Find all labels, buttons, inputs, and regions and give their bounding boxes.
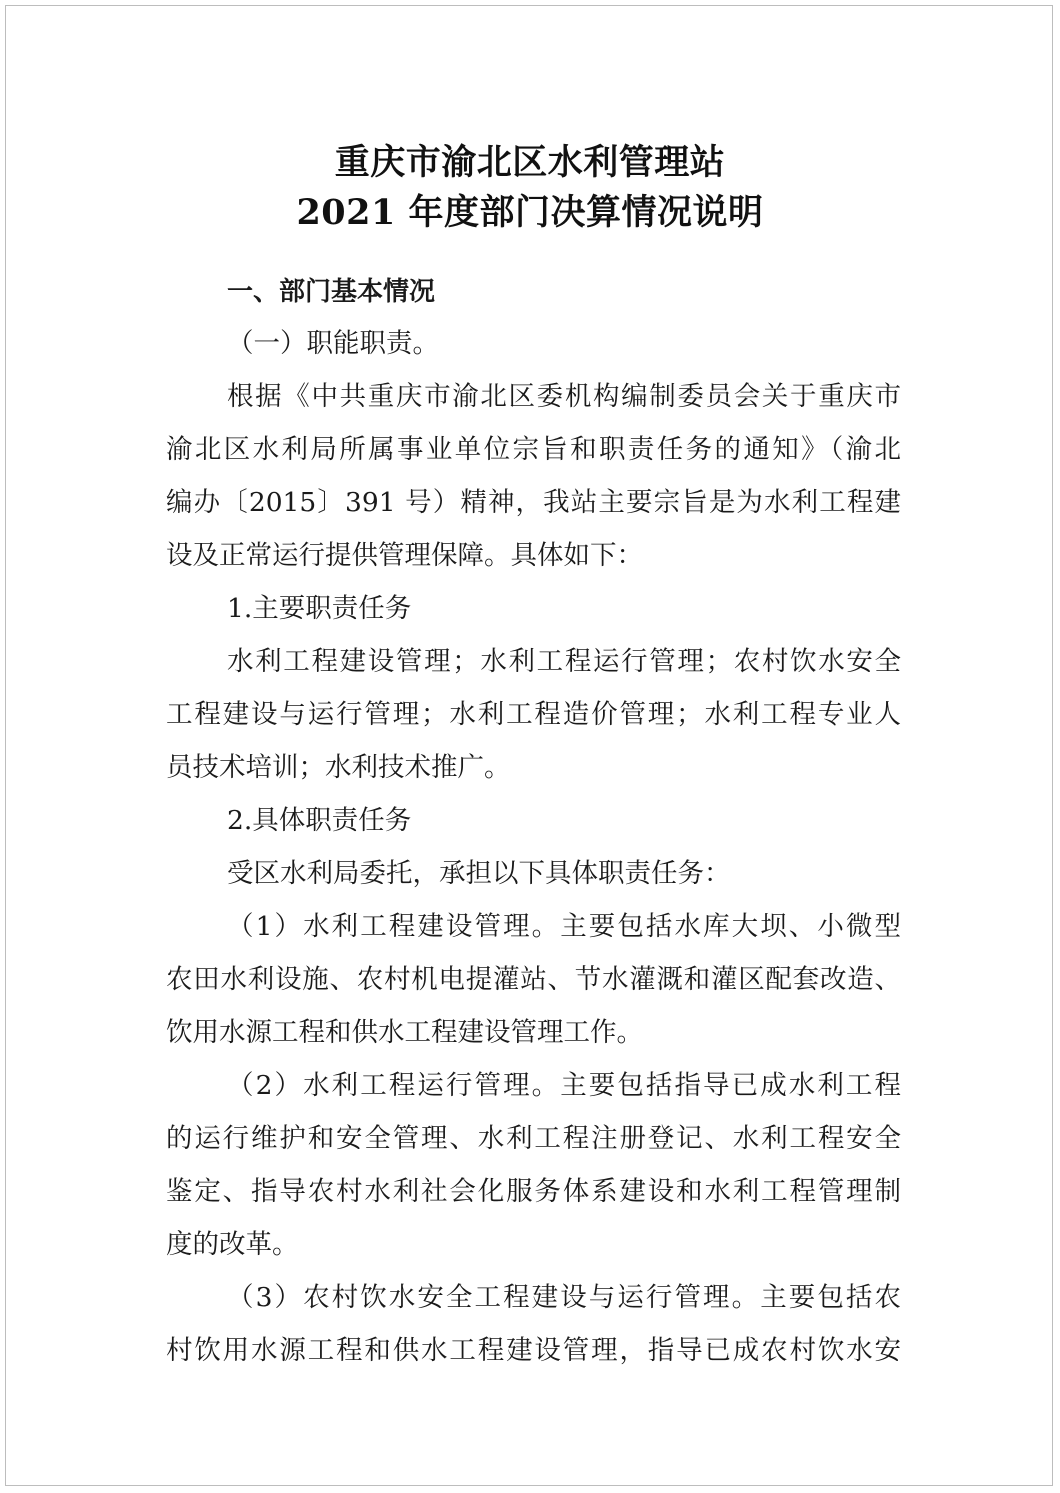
paragraph-line: 村饮用水源工程和供水工程建设管理，指导已成农村饮水安 bbox=[166, 1335, 901, 1366]
list-heading: 2.具体职责任务 bbox=[227, 805, 412, 836]
list-heading: 1.主要职责任务 bbox=[227, 593, 412, 624]
paragraph-line: （3）农村饮水安全工程建设与运行管理。主要包括农 bbox=[227, 1282, 901, 1313]
paragraph-line: 的运行维护和安全管理、水利工程注册登记、水利工程安全 bbox=[166, 1123, 901, 1154]
paragraph-line: 渝北区水利局所属事业单位宗旨和职责任务的通知》（渝北 bbox=[166, 434, 901, 465]
paragraph-line: （1）水利工程建设管理。主要包括水库大坝、小微型 bbox=[227, 911, 901, 942]
paragraph-line: 饮用水源工程和供水工程建设管理工作。 bbox=[166, 1017, 643, 1048]
paragraph-line: 设及正常运行提供管理保障。具体如下： bbox=[166, 540, 643, 571]
paragraph-line: 受区水利局委托，承担以下具体职责任务： bbox=[227, 858, 731, 889]
section-heading: 一、部门基本情况 bbox=[227, 277, 436, 307]
document-page bbox=[5, 5, 1053, 1486]
document-title-line1: 重庆市渝北区水利管理站 bbox=[334, 142, 726, 183]
paragraph-line: 度的改革。 bbox=[166, 1229, 299, 1260]
paragraph-line: 水利工程建设管理；水利工程运行管理；农村饮水安全 bbox=[227, 646, 901, 677]
document-title-line2: 2021 年度部门决算情况说明 bbox=[296, 192, 764, 233]
paragraph-line: 农田水利设施、农村机电提灌站、节水灌溉和灌区配套改造、 bbox=[166, 964, 901, 995]
paragraph-line: 工程建设与运行管理；水利工程造价管理；水利工程专业人 bbox=[166, 699, 901, 730]
paragraph-line: 员技术培训；水利技术推广。 bbox=[166, 752, 511, 783]
paragraph-line: 编办〔2015〕391 号）精神，我站主要宗旨是为水利工程建 bbox=[166, 487, 901, 518]
paragraph-line: 根据《中共重庆市渝北区委机构编制委员会关于重庆市 bbox=[227, 381, 901, 412]
subsection-heading: （一）职能职责。 bbox=[227, 328, 439, 359]
paragraph-line: （2）水利工程运行管理。主要包括指导已成水利工程 bbox=[227, 1070, 901, 1101]
paragraph-line: 鉴定、指导农村水利社会化服务体系建设和水利工程管理制 bbox=[166, 1176, 901, 1207]
